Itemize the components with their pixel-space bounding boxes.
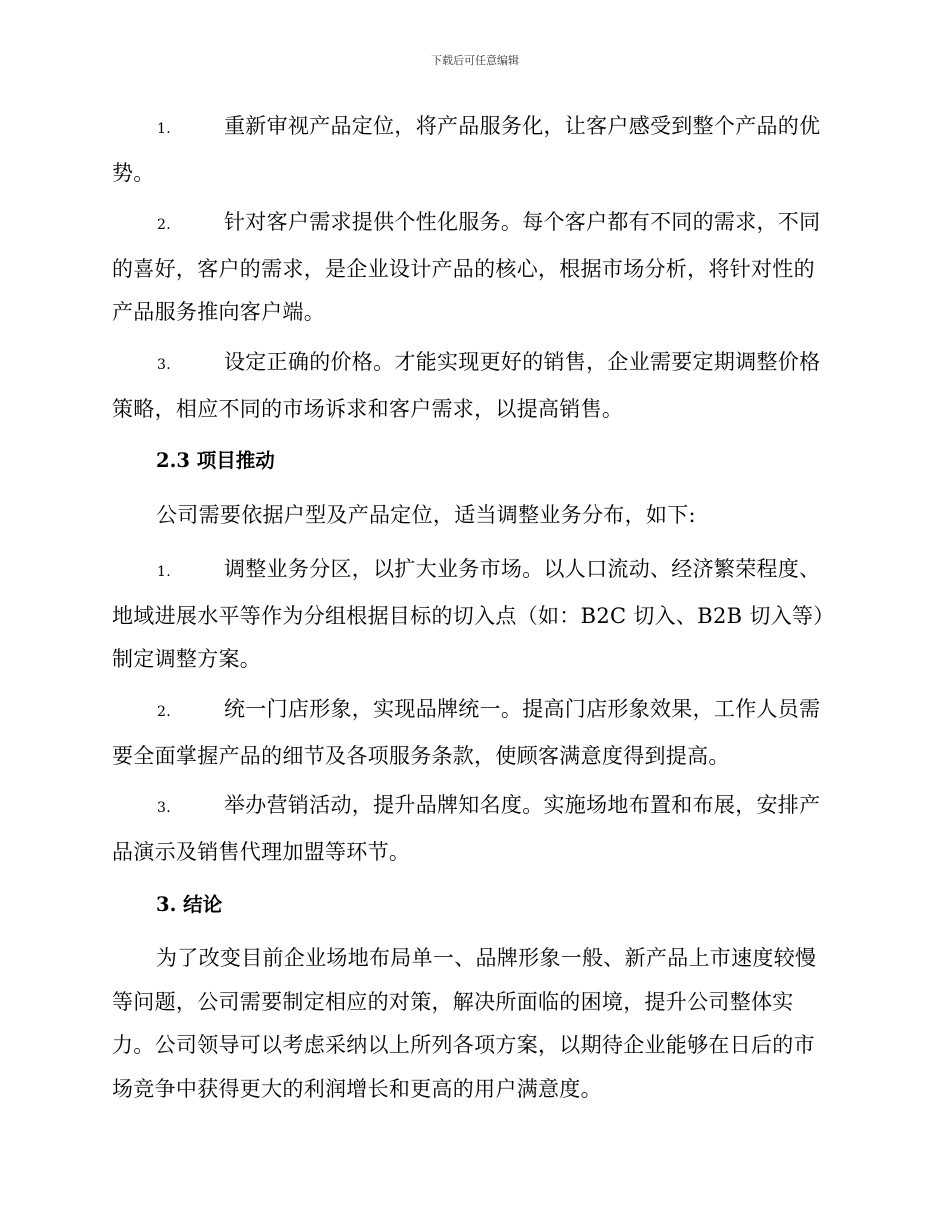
list-item-number: 2. (157, 217, 171, 233)
list-item (112, 341, 830, 431)
list-item-text: 举办营销活动，提升品牌知名度。实施场地布置和布展，安排产品演示及销售代理加盟等环节。 (112, 793, 821, 864)
list-item (112, 784, 830, 874)
list-item-text: 调整业务分区，以扩大业务市场。以人口流动、经济繁荣程度、地域进展水平等作为分组根据目标的切入点（如：B2C 切入、B2B 切入等）制定调整方案。 (112, 557, 825, 671)
list-item-number: 3. (157, 357, 171, 373)
list-item-number: 1. (157, 564, 171, 580)
list-item-number: 1. (157, 121, 171, 137)
list-item-text: 针对客户需求提供个性化服务。每个客户都有不同的需求，不同的喜好，客户的需求，是企业设计产品的核心，根据市场分析，将针对性的产品服务推向客户端。 (112, 210, 821, 324)
section-heading: 2.3 项目推动 (156, 449, 275, 472)
header-note: 下载后可任意编辑 (431, 54, 519, 67)
list-item (112, 688, 830, 778)
list-item (112, 105, 830, 195)
list-item-number: 2. (157, 704, 171, 720)
list-item (112, 548, 830, 682)
section-intro: 公司需要依据户型及产品定位，适当调整业务分布，如下: (156, 503, 696, 527)
list-item-text: 设定正确的价格。才能实现更好的销售，企业需要定期调整价格策略，相应不同的市场诉求和客户需求，以提高销售。 (112, 350, 821, 421)
list-item-number: 3. (157, 800, 171, 816)
list-item-text: 统一门店形象，实现品牌统一。提高门店形象效果，工作人员需要全面掌握产品的细节及各项服务条款，使顾客满意度得到提高。 (112, 697, 821, 768)
section-heading: 3. 结论 (156, 893, 223, 916)
conclusion-paragraph: 为了改变目前企业场地布局单一、品牌形象一般、新产品上市速度较慢等问题，公司需要制定相应的对策，解决所面临的困境，提升公司整体实力。公司领导可以考虑采纳以上所列各项方案，以期待企业能够在日后的市场竞争中获得更大的利润增长和更高的用户满意度。 (112, 946, 817, 1101)
list-item-text: 重新审视产品定位，将产品服务化，让客户感受到整个产品的优势。 (112, 114, 821, 185)
list-item (112, 201, 830, 335)
